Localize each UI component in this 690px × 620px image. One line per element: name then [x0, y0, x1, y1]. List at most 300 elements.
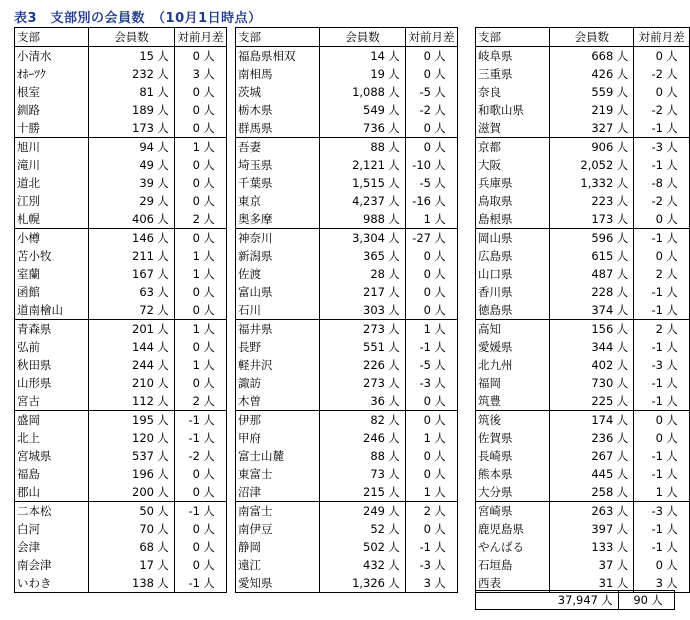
- table-row: [476, 411, 690, 430]
- month-diff: -1: [188, 412, 200, 427]
- unit-label: 人: [651, 592, 663, 607]
- unit-label: 人: [388, 521, 400, 536]
- table-row: [236, 210, 458, 229]
- table-row: [236, 356, 458, 374]
- unit-label: 人: [157, 375, 169, 390]
- unit-label: 人: [616, 84, 629, 99]
- month-diff-cell: [634, 229, 690, 248]
- unit-label: 人: [666, 466, 678, 481]
- unit-label: 人: [616, 193, 629, 208]
- unit-label: 人: [203, 339, 215, 354]
- table-row: [476, 465, 690, 483]
- unit-label: 人: [434, 266, 446, 281]
- branch-name: 北上: [15, 429, 89, 447]
- branch-name: 郡山: [15, 483, 89, 502]
- unit-label: 人: [601, 592, 613, 607]
- member-count-cell: [550, 265, 634, 283]
- table-row: [15, 119, 227, 138]
- unit-label: 人: [388, 139, 400, 154]
- member-count-cell: [89, 47, 175, 66]
- member-count: 432: [363, 557, 385, 572]
- month-diff: -1: [651, 393, 663, 408]
- month-diff-cell: [406, 338, 458, 356]
- table-row: [236, 411, 458, 430]
- unit-label: 人: [157, 248, 169, 263]
- table-row: [236, 392, 458, 411]
- unit-label: 人: [203, 539, 215, 554]
- branch-name: 遠江: [236, 556, 320, 574]
- unit-label: 人: [157, 575, 169, 590]
- member-count-cell: [550, 138, 634, 157]
- member-count-cell: [89, 192, 175, 210]
- month-diff: 0: [423, 48, 431, 63]
- unit-label: 人: [203, 266, 215, 281]
- member-count: 138: [132, 575, 154, 590]
- branch-name: 木曽: [236, 392, 320, 411]
- unit-label: 人: [434, 466, 446, 481]
- month-diff: -1: [188, 430, 200, 445]
- member-count-cell: [320, 119, 406, 138]
- table-row: [476, 483, 690, 502]
- table-row: [236, 338, 458, 356]
- unit-label: 人: [157, 521, 169, 536]
- member-count: 3,304: [352, 230, 385, 245]
- month-diff-cell: [406, 156, 458, 174]
- month-diff-cell: [406, 429, 458, 447]
- member-count: 82: [370, 412, 385, 427]
- member-count-cell: [320, 338, 406, 356]
- unit-label: 人: [203, 412, 215, 427]
- unit-label: 人: [616, 120, 629, 135]
- branch-name: 宮古: [15, 392, 89, 411]
- month-diff-cell: [175, 447, 227, 465]
- month-diff: 0: [192, 375, 200, 390]
- unit-label: 人: [388, 266, 400, 281]
- month-diff: 1: [192, 357, 200, 372]
- month-diff-cell: [175, 174, 227, 192]
- unit-label: 人: [157, 357, 169, 372]
- table-row: [236, 101, 458, 119]
- diff-header: 対前月差: [175, 28, 227, 47]
- month-diff-cell: [406, 47, 458, 66]
- member-count: 219: [591, 102, 614, 117]
- month-diff: 1: [423, 430, 431, 445]
- unit-label: 人: [434, 248, 446, 263]
- table-row: [476, 119, 690, 138]
- unit-label: 人: [616, 102, 629, 117]
- member-count: 374: [591, 302, 614, 317]
- unit-label: 人: [666, 266, 678, 281]
- member-count: 1,326: [352, 575, 385, 590]
- month-diff: 2: [655, 321, 663, 336]
- month-diff: -3: [419, 375, 431, 390]
- month-diff: 0: [192, 466, 200, 481]
- member-count: 226: [363, 357, 385, 372]
- member-count-cell: [320, 247, 406, 265]
- member-count: 344: [591, 339, 614, 354]
- month-diff-cell: [175, 502, 227, 521]
- unit-label: 人: [388, 84, 400, 99]
- table-row: [15, 47, 227, 66]
- branch-name: 東京: [236, 192, 320, 210]
- month-diff: 0: [423, 248, 431, 263]
- unit-label: 人: [157, 412, 169, 427]
- table-row: [476, 392, 690, 411]
- table-row: [15, 502, 227, 521]
- branch-name: 福島: [15, 465, 89, 483]
- table-row: [15, 538, 227, 556]
- month-diff: -1: [651, 120, 663, 135]
- member-count: 596: [591, 230, 614, 245]
- month-diff: -1: [651, 466, 663, 481]
- table-row: [236, 83, 458, 101]
- unit-label: 人: [203, 193, 215, 208]
- member-count-cell: [550, 356, 634, 374]
- branch-name: 道南檜山: [15, 301, 89, 320]
- member-count: 551: [363, 339, 385, 354]
- member-count: 133: [591, 539, 614, 554]
- member-count-cell: [320, 556, 406, 574]
- month-diff-cell: [406, 174, 458, 192]
- branch-name: 長野: [236, 338, 320, 356]
- unit-label: 人: [434, 321, 446, 336]
- branch-header: 支部: [15, 28, 89, 47]
- table-row: [15, 465, 227, 483]
- member-count: 73: [370, 466, 385, 481]
- month-diff-cell: [175, 65, 227, 83]
- branch-name: 伊那: [236, 411, 320, 430]
- table-row: [236, 247, 458, 265]
- member-count: 14: [370, 48, 385, 63]
- member-count-cell: [89, 265, 175, 283]
- month-diff: 0: [423, 66, 431, 81]
- member-count-cell: [320, 392, 406, 411]
- member-count-cell: [550, 320, 634, 339]
- member-count: 15: [139, 48, 154, 63]
- branch-name: 函館: [15, 283, 89, 301]
- month-diff-cell: [406, 556, 458, 574]
- month-diff: 0: [192, 521, 200, 536]
- member-count: 146: [132, 230, 154, 245]
- month-diff: 0: [655, 84, 663, 99]
- branch-name: 弘前: [15, 338, 89, 356]
- table-row: [236, 156, 458, 174]
- table-row: [476, 65, 690, 83]
- branch-name: 北九州: [476, 356, 550, 374]
- diff-header: 対前月差: [634, 28, 690, 47]
- table-row: [236, 429, 458, 447]
- member-count-cell: [89, 156, 175, 174]
- month-diff-cell: [175, 156, 227, 174]
- month-diff: 0: [192, 157, 200, 172]
- branch-name: 会津: [15, 538, 89, 556]
- month-diff: -1: [651, 375, 663, 390]
- diff-header: 対前月差: [406, 28, 458, 47]
- unit-label: 人: [157, 503, 169, 518]
- unit-label: 人: [616, 375, 629, 390]
- member-count: 244: [132, 357, 154, 372]
- month-diff: 0: [423, 139, 431, 154]
- branch-name: ｵﾎｰﾂｸ: [15, 65, 89, 83]
- month-diff-cell: [634, 47, 690, 66]
- month-diff: -27: [412, 230, 431, 245]
- branch-name: 南富士: [236, 502, 320, 521]
- branch-name: 鹿児島県: [476, 520, 550, 538]
- unit-label: 人: [434, 175, 446, 190]
- member-count-cell: [320, 520, 406, 538]
- unit-label: 人: [388, 357, 400, 372]
- member-count: 211: [132, 248, 154, 263]
- unit-label: 人: [388, 157, 400, 172]
- table-row: [15, 520, 227, 538]
- member-count-cell: [320, 156, 406, 174]
- header-row: [476, 28, 690, 47]
- table-row: [15, 283, 227, 301]
- table-row: [15, 356, 227, 374]
- member-count: 1,088: [352, 84, 385, 99]
- unit-label: 人: [616, 575, 629, 590]
- month-diff-cell: [406, 411, 458, 430]
- branch-table-1: [14, 27, 227, 593]
- unit-label: 人: [616, 157, 629, 172]
- unit-label: 人: [157, 484, 169, 499]
- month-diff-cell: [634, 556, 690, 574]
- member-count-cell: [320, 192, 406, 210]
- member-count: 189: [132, 102, 154, 117]
- month-diff-cell: [175, 247, 227, 265]
- month-diff: -16: [412, 193, 431, 208]
- unit-label: 人: [666, 66, 678, 81]
- branch-name: 石川: [236, 301, 320, 320]
- branch-name: 千葉県: [236, 174, 320, 192]
- month-diff-cell: [406, 392, 458, 411]
- unit-label: 人: [434, 84, 446, 99]
- table-row: [236, 265, 458, 283]
- member-count-cell: [89, 229, 175, 248]
- month-diff-cell: [406, 520, 458, 538]
- month-diff-cell: [175, 392, 227, 411]
- month-diff: 2: [192, 211, 200, 226]
- unit-label: 人: [203, 66, 215, 81]
- members-header: 会員数: [320, 28, 406, 47]
- branch-name: 南伊豆: [236, 520, 320, 538]
- table-row: [15, 192, 227, 210]
- member-count: 2,121: [352, 157, 385, 172]
- member-count: 249: [363, 503, 385, 518]
- member-count: 215: [363, 484, 385, 499]
- unit-label: 人: [666, 175, 678, 190]
- month-diff: 0: [423, 120, 431, 135]
- unit-label: 人: [616, 139, 629, 154]
- unit-label: 人: [157, 539, 169, 554]
- unit-label: 人: [666, 157, 678, 172]
- branch-name: 三重県: [476, 65, 550, 83]
- unit-label: 人: [666, 539, 678, 554]
- unit-label: 人: [157, 48, 169, 63]
- member-count-cell: [550, 538, 634, 556]
- unit-label: 人: [616, 66, 629, 81]
- unit-label: 人: [666, 484, 678, 499]
- member-count: 246: [363, 430, 385, 445]
- branch-name: 鳥取県: [476, 192, 550, 210]
- unit-label: 人: [388, 248, 400, 263]
- month-diff: -3: [651, 357, 663, 372]
- unit-label: 人: [666, 193, 678, 208]
- member-count: 217: [363, 284, 385, 299]
- member-count-cell: [320, 101, 406, 119]
- branch-name: 栃木県: [236, 101, 320, 119]
- month-diff-cell: [634, 411, 690, 430]
- table-row: [476, 320, 690, 339]
- branch-name: 江別: [15, 192, 89, 210]
- month-diff: -1: [188, 575, 200, 590]
- member-count-cell: [550, 210, 634, 229]
- member-count-cell: [320, 465, 406, 483]
- unit-label: 人: [616, 412, 629, 427]
- member-count-cell: [89, 556, 175, 574]
- month-diff-cell: [634, 301, 690, 320]
- unit-label: 人: [616, 266, 629, 281]
- unit-label: 人: [388, 193, 400, 208]
- unit-label: 人: [434, 339, 446, 354]
- unit-label: 人: [666, 503, 678, 518]
- month-diff: 0: [655, 211, 663, 226]
- member-count-cell: [89, 119, 175, 138]
- member-count: 988: [363, 211, 385, 226]
- unit-label: 人: [157, 230, 169, 245]
- member-count: 228: [591, 284, 614, 299]
- member-count: 200: [132, 484, 154, 499]
- unit-label: 人: [434, 211, 446, 226]
- month-diff-cell: [406, 83, 458, 101]
- member-count-cell: [89, 101, 175, 119]
- branch-name: 釧路: [15, 101, 89, 119]
- branch-name: 広島県: [476, 247, 550, 265]
- member-count: 50: [139, 503, 154, 518]
- unit-label: 人: [666, 412, 678, 427]
- branch-name: 佐賀県: [476, 429, 550, 447]
- month-diff-cell: [634, 338, 690, 356]
- unit-label: 人: [434, 430, 446, 445]
- table-row: [15, 229, 227, 248]
- unit-label: 人: [666, 321, 678, 336]
- branch-table-2: [235, 27, 458, 593]
- table-row: [476, 520, 690, 538]
- member-count-cell: [89, 356, 175, 374]
- month-diff-cell: [406, 374, 458, 392]
- member-count-cell: [320, 447, 406, 465]
- unit-label: 人: [616, 321, 629, 336]
- unit-label: 人: [434, 302, 446, 317]
- member-count-cell: [320, 229, 406, 248]
- month-diff: 1: [423, 321, 431, 336]
- member-count: 559: [591, 84, 614, 99]
- branch-name: 神奈川: [236, 229, 320, 248]
- unit-label: 人: [616, 484, 629, 499]
- member-count-cell: [320, 502, 406, 521]
- branch-name: 甲府: [236, 429, 320, 447]
- unit-label: 人: [157, 102, 169, 117]
- unit-label: 人: [666, 48, 678, 63]
- member-count-cell: [550, 101, 634, 119]
- month-diff: 1: [192, 248, 200, 263]
- header-row: [15, 28, 227, 47]
- table-row: [476, 556, 690, 574]
- branch-name: 茨城: [236, 83, 320, 101]
- month-diff-cell: [175, 429, 227, 447]
- unit-label: 人: [388, 230, 400, 245]
- month-diff: -1: [651, 539, 663, 554]
- month-diff: 1: [192, 266, 200, 281]
- total-members-cell: [476, 591, 619, 610]
- unit-label: 人: [388, 575, 400, 590]
- month-diff-cell: [406, 247, 458, 265]
- month-diff-cell: [175, 119, 227, 138]
- member-count-cell: [89, 65, 175, 83]
- unit-label: 人: [203, 503, 215, 518]
- unit-label: 人: [616, 230, 629, 245]
- month-diff-cell: [406, 320, 458, 339]
- unit-label: 人: [616, 466, 629, 481]
- member-count: 173: [591, 211, 614, 226]
- month-diff-cell: [634, 429, 690, 447]
- member-count: 173: [132, 120, 154, 135]
- member-count-cell: [89, 429, 175, 447]
- month-diff: -1: [651, 230, 663, 245]
- month-diff: -1: [188, 503, 200, 518]
- branch-name: 西表: [476, 574, 550, 593]
- member-count-cell: [320, 265, 406, 283]
- table-row: [15, 156, 227, 174]
- month-diff: 0: [655, 412, 663, 427]
- member-count-cell: [550, 283, 634, 301]
- month-diff: 0: [192, 120, 200, 135]
- month-diff: 2: [655, 266, 663, 281]
- month-diff: 0: [192, 230, 200, 245]
- month-diff-cell: [634, 101, 690, 119]
- table-row: [15, 138, 227, 157]
- branch-name: 香川県: [476, 283, 550, 301]
- unit-label: 人: [434, 157, 446, 172]
- month-diff-cell: [634, 174, 690, 192]
- member-count: 223: [591, 193, 614, 208]
- table-row: [15, 574, 227, 593]
- member-count: 267: [591, 448, 614, 463]
- unit-label: 人: [203, 521, 215, 536]
- member-count-cell: [89, 174, 175, 192]
- month-diff-cell: [634, 210, 690, 229]
- member-count-cell: [550, 174, 634, 192]
- month-diff: -2: [419, 102, 431, 117]
- month-diff-cell: [406, 210, 458, 229]
- unit-label: 人: [666, 393, 678, 408]
- month-diff-cell: [634, 83, 690, 101]
- unit-label: 人: [157, 139, 169, 154]
- month-diff: -3: [419, 557, 431, 572]
- unit-label: 人: [157, 266, 169, 281]
- month-diff-cell: [175, 283, 227, 301]
- unit-label: 人: [616, 557, 629, 572]
- member-count-cell: [320, 320, 406, 339]
- month-diff: 1: [423, 484, 431, 499]
- unit-label: 人: [388, 284, 400, 299]
- unit-label: 人: [203, 484, 215, 499]
- branch-name: 岡山県: [476, 229, 550, 248]
- unit-label: 人: [616, 248, 629, 263]
- branch-name: 兵庫県: [476, 174, 550, 192]
- unit-label: 人: [157, 193, 169, 208]
- month-diff: -3: [651, 503, 663, 518]
